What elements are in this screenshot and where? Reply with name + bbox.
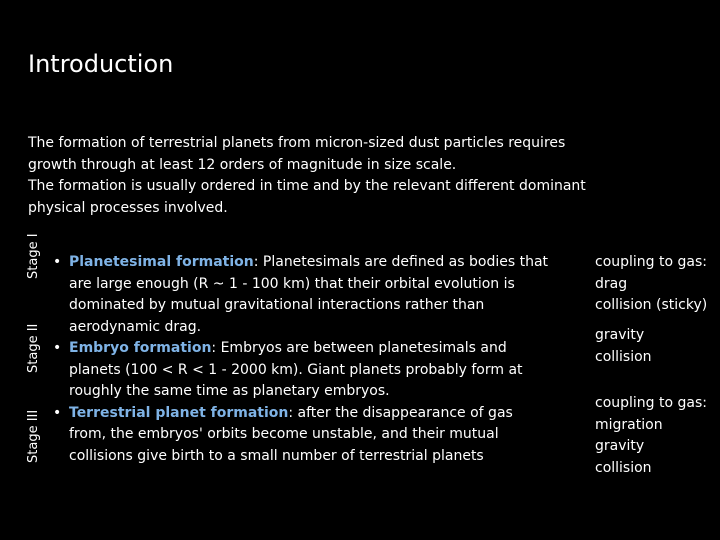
- note-line: collision: [595, 459, 652, 476]
- bullet-planetesimal-formation: [53, 252, 553, 338]
- note-line: drag: [595, 275, 628, 292]
- stage-label-1: Stage I: [26, 233, 41, 279]
- note-line: collision: [595, 348, 652, 365]
- note-line: coupling to gas:: [595, 254, 707, 270]
- note-line: collision (sticky): [595, 297, 708, 313]
- intro-line: growth through at least 12 orders of magnitude in size scale.: [28, 156, 457, 173]
- bullet-text: : after the disappearance of gas from, the embryos' orbits become unstable, and their mutual collisions give birth to a small number of terrestrial planets: [69, 404, 513, 464]
- note-line: gravity: [595, 327, 645, 343]
- stage-1-notes: [595, 252, 720, 317]
- intro-line: physical processes involved.: [28, 199, 228, 216]
- stage-2-notes: [595, 325, 720, 368]
- bullet-title: Terrestrial planet formation: [69, 404, 289, 421]
- bullet-icon: •: [53, 254, 62, 270]
- bullet-text: : Planetesimals are defined as bodies that are large enough (R ~ 1 - 100 km) that their orbital evolution is dominated by mutual gravitational interactions rather than aerodynamic drag.: [69, 254, 549, 335]
- note-line: gravity: [595, 438, 645, 454]
- slide-title: Introduction: [28, 50, 174, 78]
- bullet-title: Embryo formation: [69, 340, 212, 356]
- stage-label-2: Stage II: [26, 323, 41, 373]
- bullet-text: : Embryos are between planetesimals and planets (100 < R < 1 - 2000 km). Giant planets probably form at roughly the same time as planetary embryos.: [69, 340, 523, 399]
- stage-labels: [25, 230, 43, 475]
- intro-paragraph: [28, 133, 628, 219]
- intro-line: The formation of terrestrial planets from micron-sized dust particles requires: [28, 135, 566, 151]
- bullet-terrestrial-planet-formation: [53, 403, 553, 468]
- bullet-title: Planetesimal formation: [69, 254, 254, 270]
- bullet-icon: •: [53, 404, 62, 421]
- intro-line: The formation is usually ordered in time and by the relevant different dominant: [28, 178, 586, 194]
- stage-bullet-list: [53, 252, 553, 467]
- note-line: migration: [595, 416, 663, 433]
- bullet-embryo-formation: [53, 338, 553, 403]
- note-line: coupling to gas:: [595, 395, 707, 411]
- stage-label-3: Stage III: [26, 409, 41, 464]
- stage-3-notes: [595, 393, 720, 479]
- bullet-icon: •: [53, 340, 62, 356]
